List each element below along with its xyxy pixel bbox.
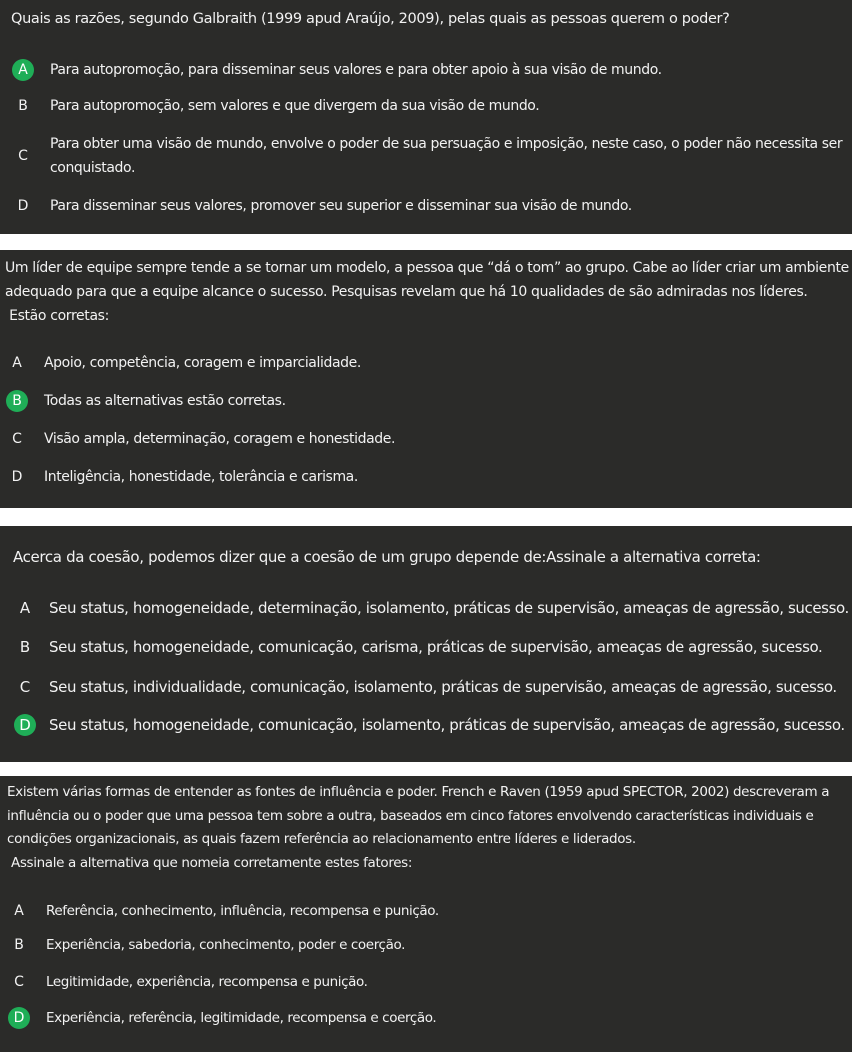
option-letter-correct: D (8, 1007, 30, 1029)
option-text: Seu status, individualidade, comunicação, isolamento, práticas de supervisão, ameaças de agressão, sucesso. (49, 678, 837, 696)
question-text (5, 256, 849, 328)
option-d[interactable] (12, 194, 632, 218)
question-text-line: Existem várias formas de entender as fontes de influência e poder. French e Raven (1959 apud SPECTOR, 2002) descreveram a (7, 784, 830, 800)
option-letter: B (14, 937, 24, 953)
option-b[interactable] (8, 934, 405, 956)
option-a[interactable] (8, 900, 439, 922)
option-text: Para autopromoção, para disseminar seus valores e para obter apoio à sua visão de mundo. (50, 62, 662, 78)
option-text-line: conquistado. (50, 160, 136, 176)
question-card-3 (0, 526, 852, 762)
question-text-line: condições organizacionais, as quais fazem referência ao relacionamento entre líderes e liderados. (7, 831, 636, 847)
question-text-line: Um líder de equipe sempre tende a se tornar um modelo, a pessoa que “dá o tom” ao grupo. Cabe ao líder criar um ambiente (5, 260, 849, 276)
option-c[interactable] (12, 132, 842, 180)
option-text: Para disseminar seus valores, promover seu superior e disseminar sua visão de mundo. (50, 198, 632, 214)
question-text: Quais as razões, segundo Galbraith (1999 apud Araújo, 2009), pelas quais as pessoas querem o poder? (11, 11, 730, 27)
option-text: Referência, conhecimento, influência, recompensa e punição. (46, 903, 439, 919)
question-text (7, 781, 829, 875)
option-text: Apoio, competência, coragem e imparcialidade. (44, 355, 361, 371)
option-letter: A (19, 599, 31, 617)
question-text: Acerca da coesão, podemos dizer que a coesão de um grupo depende de:Assinale a alternativa correta: (13, 548, 761, 566)
option-letter: C (18, 148, 28, 164)
question-text-line: influência ou o poder que uma pessoa tem sobre a outra, baseados em cinco fatores envolvendo características individuais e (7, 807, 814, 824)
option-text: Seu status, homogeneidade, comunicação, carisma, práticas de supervisão, ameaças de agressão, sucesso. (49, 638, 823, 656)
option-text: Seu status, homogeneidade, comunicação, isolamento, práticas de supervisão, ameaças de agressão, sucesso. (49, 716, 845, 734)
option-c[interactable] (14, 676, 837, 698)
option-d[interactable] (14, 714, 845, 736)
question-text-line: adequado para que a equipe alcance o sucesso. Pesquisas revelam que há 10 qualidades de são admiradas nos líderes. (5, 284, 808, 300)
option-c[interactable] (6, 428, 395, 450)
option-letter-correct: D (14, 714, 36, 736)
question-text-line: Estão corretas: (5, 308, 109, 324)
option-text: Inteligência, honestidade, tolerância e carisma. (44, 469, 358, 485)
option-letter: C (14, 974, 24, 990)
question-text-line: Assinale a alternativa que nomeia corretamente estes fatores: (7, 854, 413, 871)
question-card-4 (0, 776, 852, 1052)
option-letter: B (18, 98, 28, 114)
option-b[interactable] (14, 636, 822, 658)
option-b[interactable] (6, 390, 286, 412)
option-letter: B (19, 638, 31, 656)
option-a[interactable] (6, 352, 361, 374)
option-letter-correct: B (6, 390, 28, 412)
option-d[interactable] (8, 1007, 436, 1029)
option-letter: A (12, 355, 22, 371)
option-text: Todas as alternativas estão corretas. (44, 393, 286, 409)
option-a[interactable] (12, 58, 662, 82)
option-text: Legitimidade, experiência, recompensa e punição. (46, 974, 368, 990)
option-letter: C (19, 678, 31, 696)
question-card-2 (0, 250, 852, 508)
option-text: Para autopromoção, sem valores e que divergem da sua visão de mundo. (50, 98, 540, 114)
option-letter: A (14, 903, 24, 919)
question-card-1 (0, 0, 852, 234)
option-letter: D (11, 469, 23, 485)
option-b[interactable] (12, 94, 539, 118)
option-text: Experiência, sabedoria, conhecimento, poder e coerção. (46, 937, 405, 953)
option-text: Seu status, homogeneidade, determinação, isolamento, práticas de supervisão, ameaças de agressão, sucesso. (49, 599, 849, 617)
option-text: Visão ampla, determinação, coragem e honestidade. (44, 431, 396, 447)
option-d[interactable] (6, 466, 358, 488)
option-letter: D (17, 198, 29, 214)
option-text (50, 132, 842, 180)
option-a[interactable] (14, 597, 849, 619)
option-letter-correct: A (12, 59, 34, 81)
option-c[interactable] (8, 971, 368, 993)
option-text: Experiência, referência, legitimidade, recompensa e coerção. (46, 1010, 437, 1026)
option-text-line: Para obter uma visão de mundo, envolve o poder de sua persuação e imposição, neste caso, o poder não necessita ser (50, 136, 843, 152)
option-letter: C (12, 431, 22, 447)
